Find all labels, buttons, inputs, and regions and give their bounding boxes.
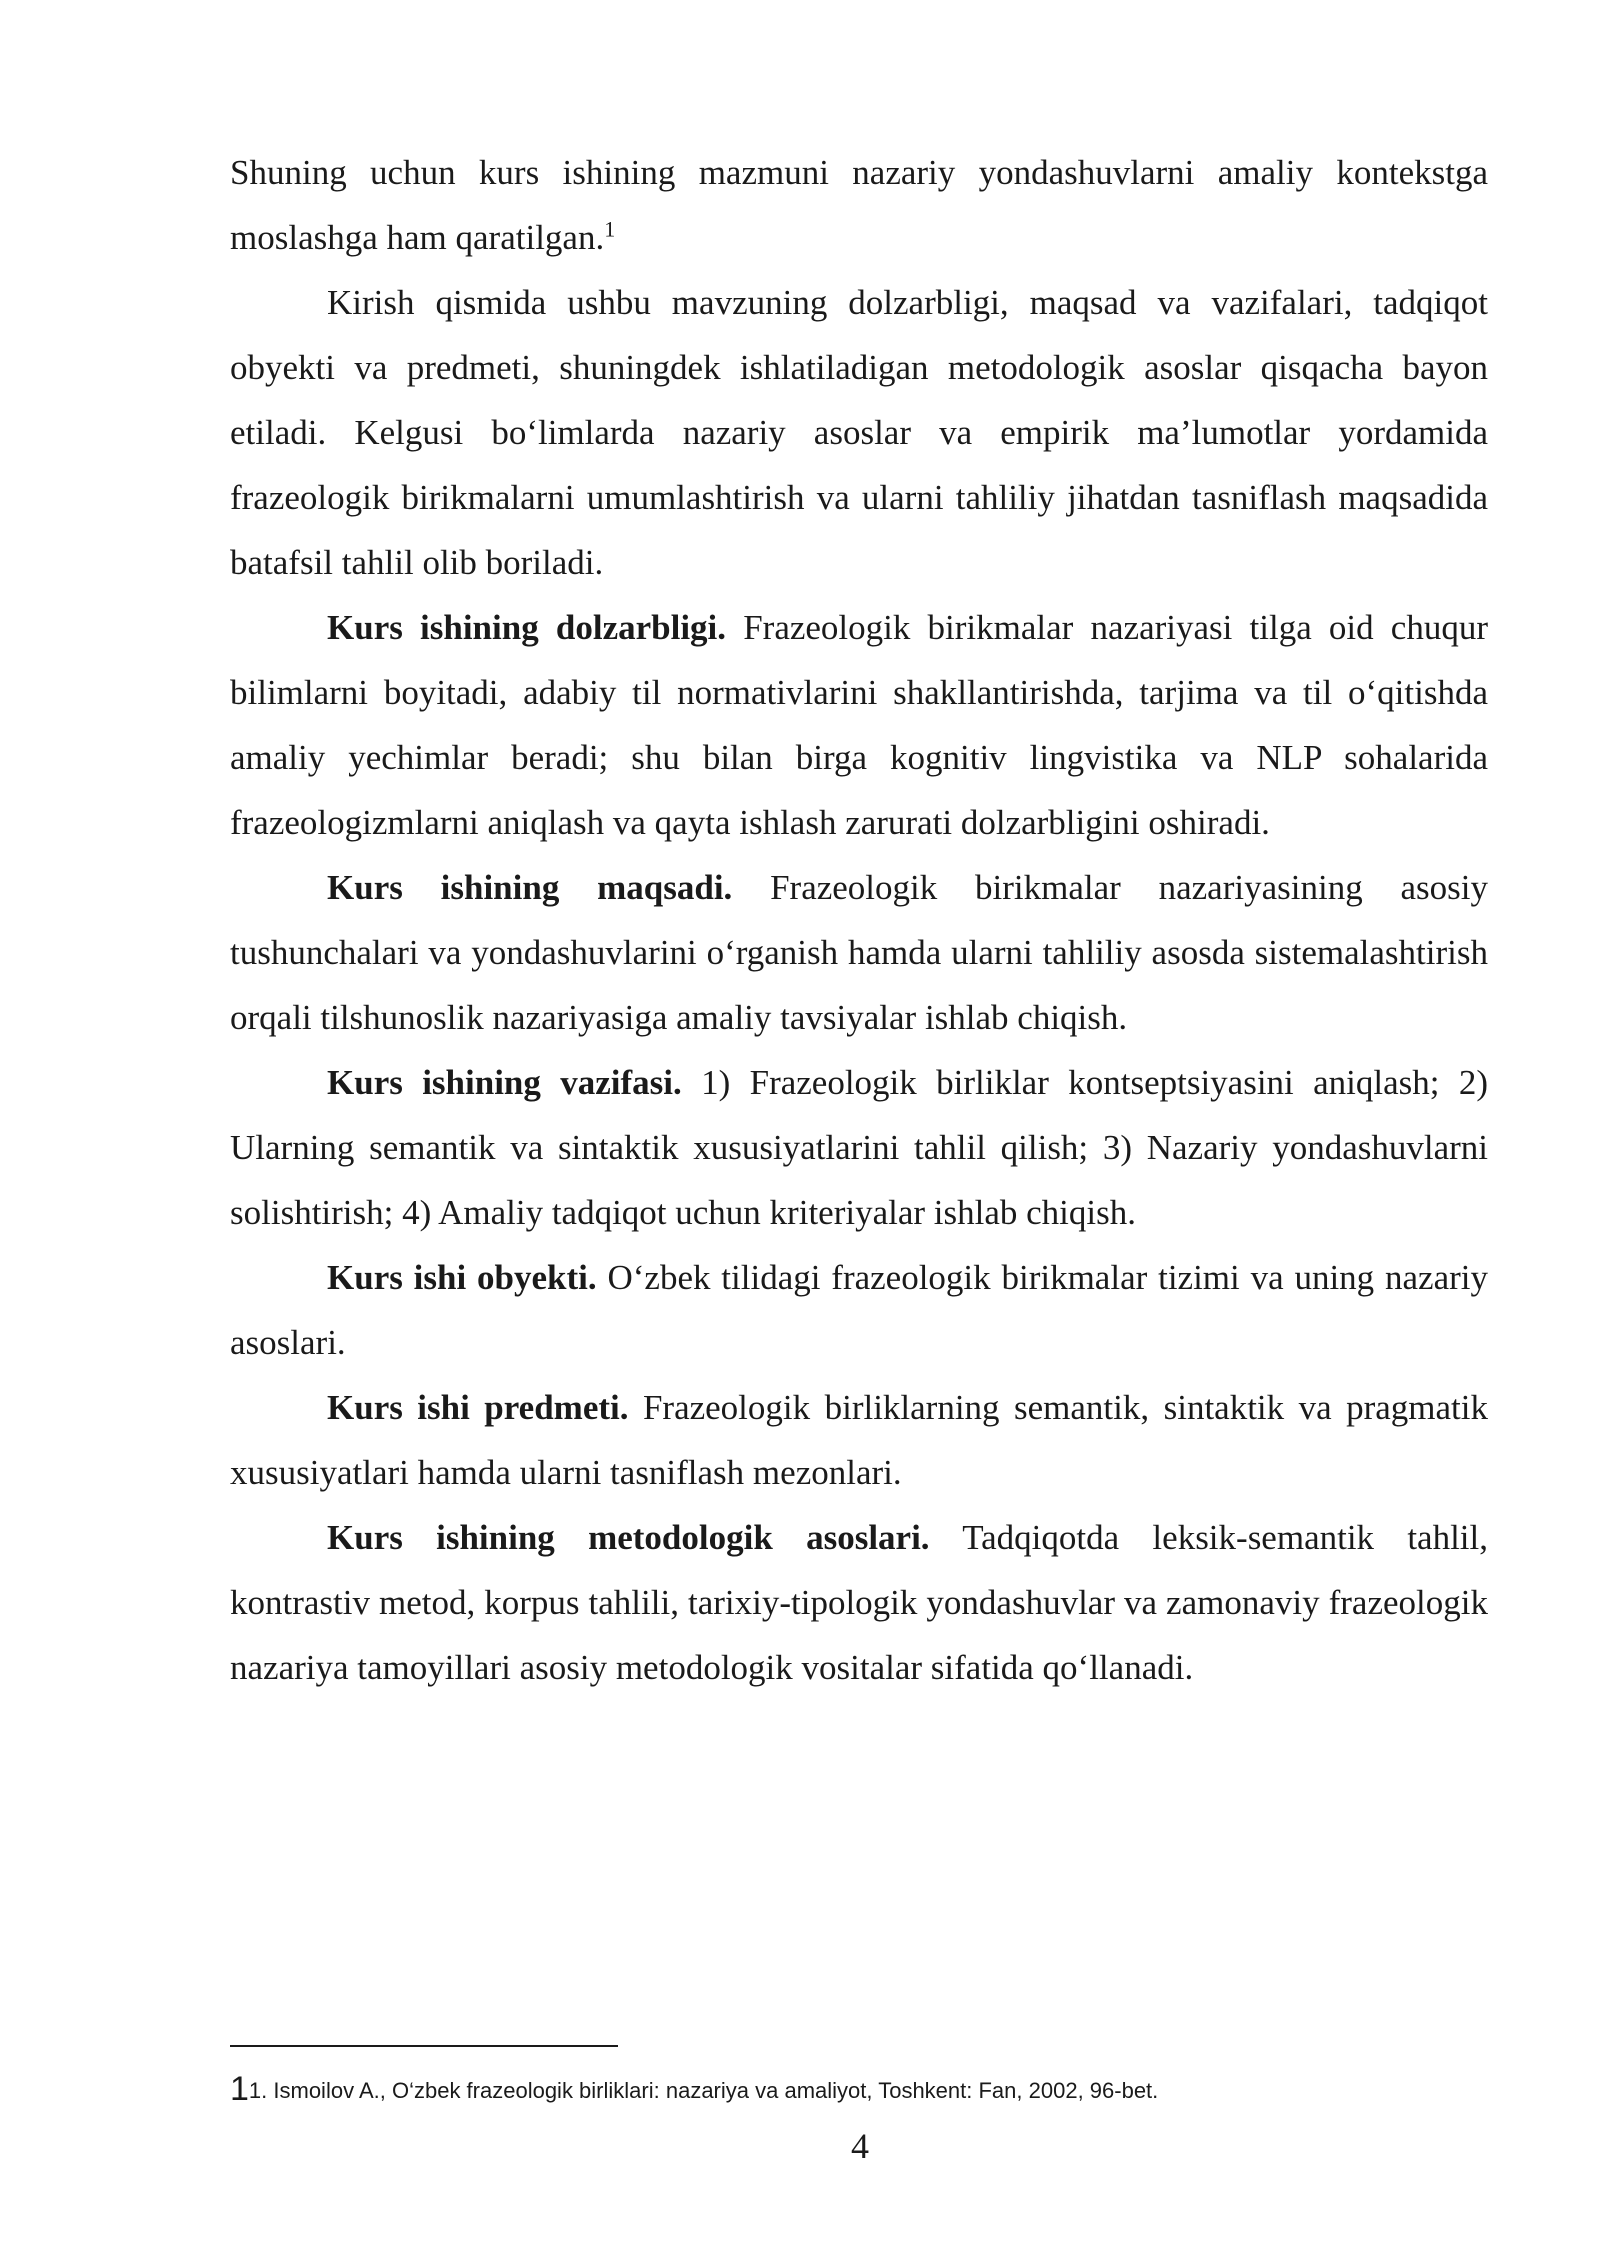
paragraph-text: Frazeologik birikmalar nazariyasining asosiy tushunchalari va yondashuvlarini o‘rganish hamda ularni tahliliy asosda sistemalashtirish orqali tilshunoslik nazariyasiga amaliy tavsiyalar ishlab chiqish. [230,868,1488,1037]
paragraph-heading: Kurs ishining maqsadi. [327,868,733,907]
paragraph-subject [230,1375,1488,1505]
paragraph-heading: Kurs ishining dolzarbligi. [327,608,727,647]
paragraph-text: Kirish qismida ushbu mavzuning dolzarbligi, maqsad va vazifalari, tadqiqot obyekti va predmeti, shuningdek ishlatiladigan metodologik asoslar qisqacha bayon etiladi. Kelgusi bo‘limlarda nazariy asoslar va empirik ma’lumotlar yordamida frazeologik birikmalarni umumlashtirish va ularni tahliliy jihatdan tasniflash maqsadida batafsil tahlil olib boriladi. [230,283,1488,582]
paragraph-tasks [230,1050,1488,1245]
paragraph-goal [230,855,1488,1050]
footnote-text: 1. Ismoilov A., O‘zbek frazeologik birliklari: nazariya va amaliyot, Toshkent: Fan, 2002, 96-bet. [248,2078,1159,2103]
paragraph-heading: Kurs ishining metodologik asoslari. [327,1518,930,1557]
body-text [230,140,1488,1700]
footnote [230,2070,1490,2109]
paragraph-methodology [230,1505,1488,1700]
paragraph-text: O‘zbek tilidagi frazeologik birikmalar tizimi va uning nazariy asoslari. [230,1258,1488,1362]
paragraph-object [230,1245,1488,1375]
paragraph-heading: Kurs ishi predmeti. [327,1388,629,1427]
paragraph-text: 1) Frazeologik birliklar kontseptsiyasini aniqlash; 2) Ularning semantik va sintaktik xususiyatlarini tahlil qilish; 3) Nazariy yondashuvlarni solishtirish; 4) Amaliy tadqiqot uchun kriteriyalar ishlab chiqish. [230,1063,1488,1232]
page-number: 4 [851,2126,869,2166]
paragraph-text: Frazeologik birikmalar nazariyasi tilga oid chuqur bilimlarni boyitadi, adabiy til normativlarini shakllantirishda, tarjima va til o‘qitishda amaliy yechimlar beradi; shu bilan birga kognitiv lingvistika va NLP sohalarida frazeologizmlarni aniqlash va qayta ishlash zarurati dolzarbligini oshiradi. [230,608,1488,842]
paragraph-text: Shuning uchun kurs ishining mazmuni nazariy yondashuvlarni amaliy kontekstga moslashga ham qaratilgan. [230,153,1488,257]
paragraph-text: Tadqiqotda leksik-semantik tahlil, kontrastiv metod, korpus tahlili, tarixiy-tipologik yondashuvlar va zamonaviy frazeologik nazariya tamoyillari asosiy metodologik vositalar sifatida qo‘llanadi. [230,1518,1489,1687]
paragraph-heading: Kurs ishining vazifasi. [327,1063,682,1102]
paragraph-text: Frazeologik birliklarning semantik, sintaktik va pragmatik xususiyatlari hamda ularni tasniflash mezonlari. [230,1388,1488,1492]
paragraph-heading: Kurs ishi obyekti. [327,1258,597,1297]
footnote-reference[interactable]: 1 [604,216,616,242]
paragraph-relevance [230,595,1488,855]
footnote-separator [230,2045,618,2047]
footnote-mark: 1 [230,2070,249,2108]
paragraph-introduction [230,270,1488,595]
paragraph-continuation [230,140,1488,270]
